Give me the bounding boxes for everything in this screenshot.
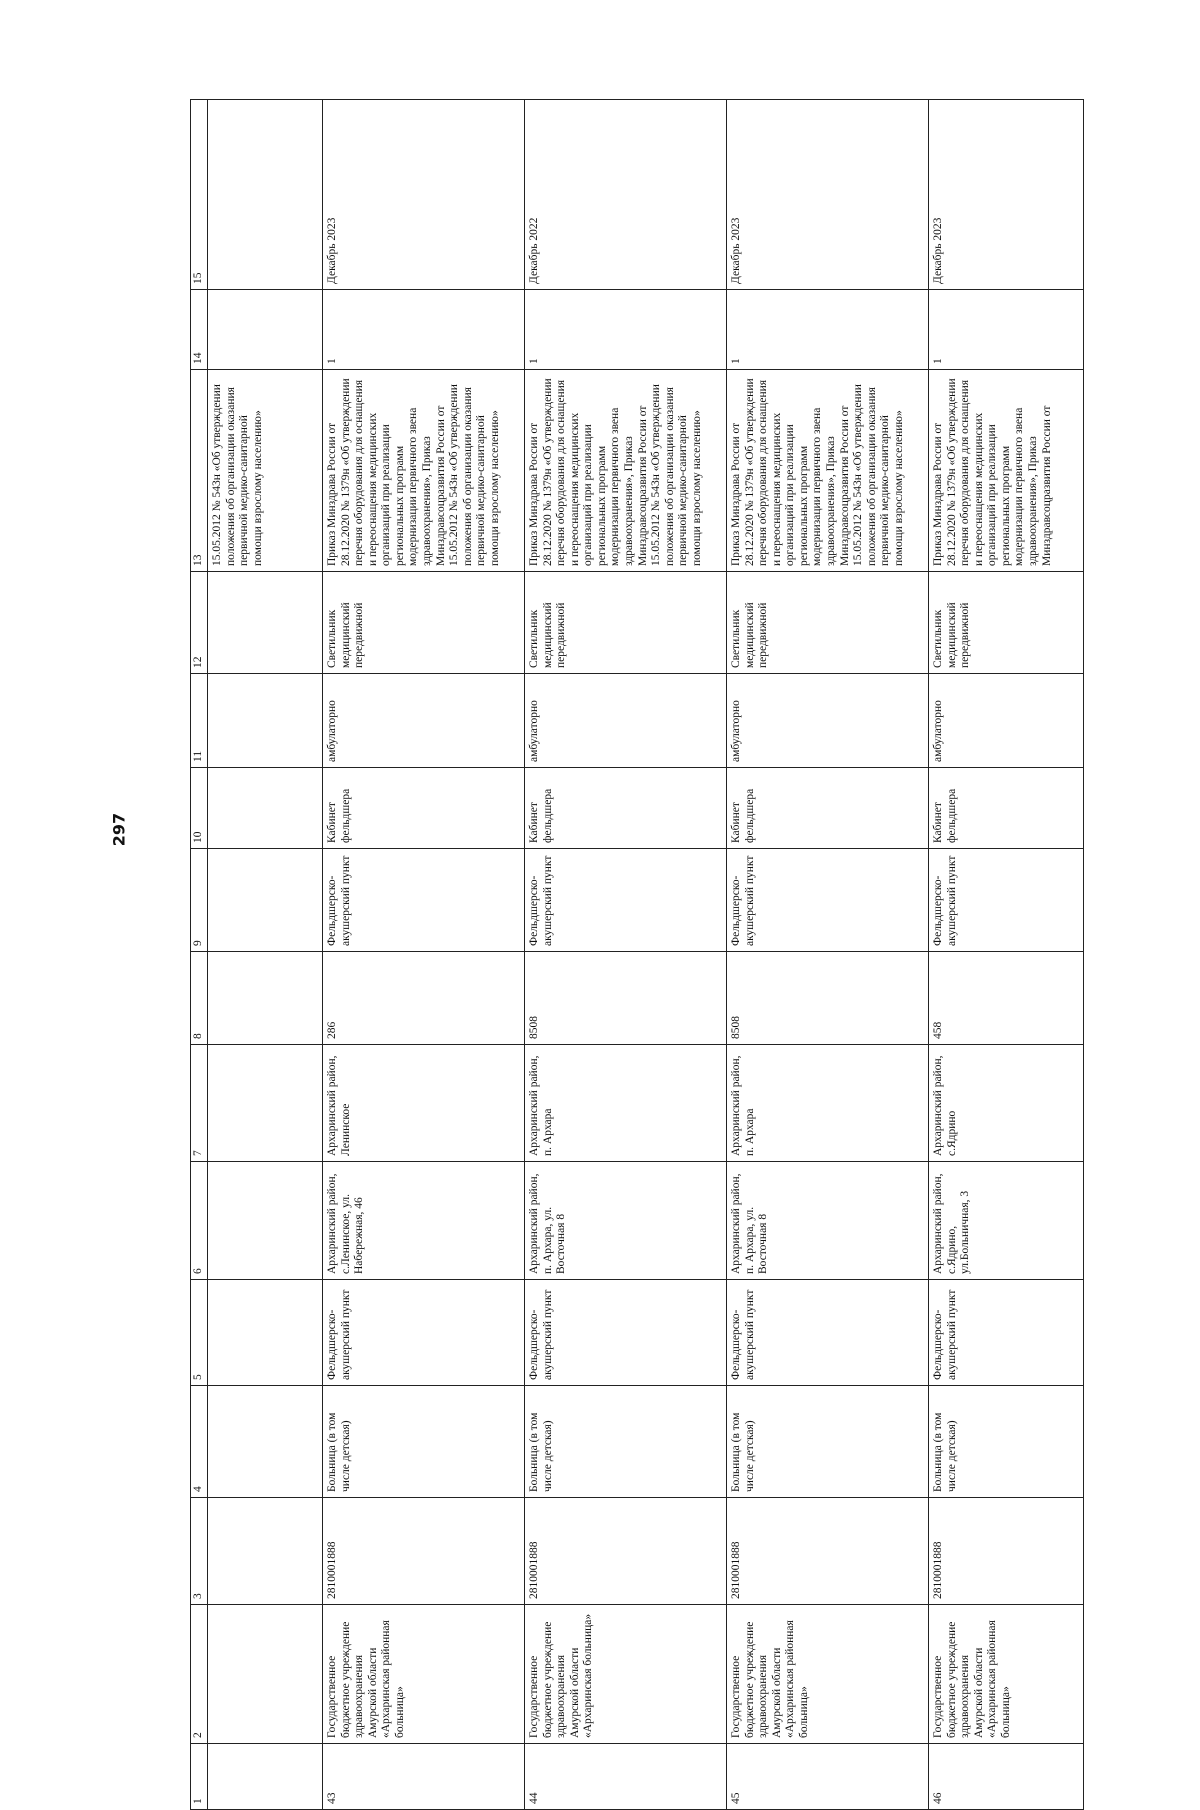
locality-cell: Архаринский район, Ленинское bbox=[323, 1045, 525, 1162]
column-number: 2 bbox=[191, 1605, 208, 1744]
date-cell: Декабрь 2023 bbox=[727, 100, 929, 290]
room-cell: Кабинет фельдшера bbox=[727, 768, 929, 849]
basis-cell: Приказ Минздрава России от 28.12.2020 № 1379н «Об утверждении перечня оборудования для оснащения и переоснащения медицинских организаций при реализации региональных программ модернизации первичного звена здравоохранения», Приказ Минздравсоцразвития России от 15.05.2012 № 543н «Об утверждении положения об организации оказания первичной медико-санитарной помощи взрослому населению» bbox=[727, 370, 929, 572]
population-cell: 8508 bbox=[727, 952, 929, 1045]
population-cell: 286 bbox=[323, 952, 525, 1045]
column-number: 11 bbox=[191, 674, 208, 768]
column-number: 12 bbox=[191, 572, 208, 674]
equipment-cell: Светильник медицинский передвижной bbox=[323, 572, 525, 674]
column-number: 3 bbox=[191, 1498, 208, 1605]
row-number: 46 bbox=[929, 1744, 1084, 1810]
inn-cell: 2810001888 bbox=[525, 1498, 727, 1605]
unit-cell: Фельдшерско-акушерский пункт bbox=[929, 1280, 1084, 1386]
row-number: 43 bbox=[323, 1744, 525, 1810]
organization-cell: Государственное бюджетное учреждение здравоохранения Амурской области «Архаринская районная больница» bbox=[727, 1605, 929, 1744]
org-type-cell: Больница (в том числе детская) bbox=[929, 1386, 1084, 1498]
quantity-cell: 1 bbox=[929, 290, 1084, 370]
address-cell: Архаринский район, п. Архара, ул. Восточная 8 bbox=[525, 1162, 727, 1280]
equipment-cell: Светильник медицинский передвижной bbox=[929, 572, 1084, 674]
unit-cell: Фельдшерско-акушерский пункт bbox=[323, 1280, 525, 1386]
column-number: 9 bbox=[191, 849, 208, 952]
rotated-table-container bbox=[190, 100, 1080, 1810]
equipment-cell: Светильник медицинский передвижной bbox=[525, 572, 727, 674]
column-number: 8 bbox=[191, 952, 208, 1045]
basis-cell: Приказ Минздрава России от 28.12.2020 № 1379н «Об утверждении перечня оборудования для оснащения и переоснащения медицинских организаций при реализации региональных программ модернизации первичного звена здравоохранения», Приказ Минздравсоцразвития России от bbox=[929, 370, 1084, 572]
quantity-cell: 1 bbox=[525, 290, 727, 370]
address-cell: Архаринский район, п. Архара, ул. Восточная 8 bbox=[727, 1162, 929, 1280]
continuation-row bbox=[208, 100, 323, 1810]
organization-cell: Государственное бюджетное учреждение здравоохранения Амурской области «Архаринская районная больница» bbox=[323, 1605, 525, 1744]
condition-cell: амбулаторно bbox=[323, 674, 525, 768]
org-type-cell: Больница (в том числе детская) bbox=[727, 1386, 929, 1498]
page-number: 297 bbox=[109, 812, 129, 847]
inn-cell: 2810001888 bbox=[929, 1498, 1084, 1605]
column-number-header-row bbox=[191, 100, 208, 1810]
column-number: 5 bbox=[191, 1280, 208, 1386]
room-cell: Кабинет фельдшера bbox=[929, 768, 1084, 849]
date-cell: Декабрь 2022 bbox=[525, 100, 727, 290]
condition-cell: амбулаторно bbox=[727, 674, 929, 768]
basis-cell: Приказ Минздрава России от 28.12.2020 № 1379н «Об утверждении перечня оборудования для оснащения и переоснащения медицинских организаций при реализации региональных программ модернизации первичного звена здравоохранения», Приказ Минздравсоцразвития России от 15.05.2012 № 543н «Об утверждении положения об организации оказания первичной медико-санитарной помощи взрослому населению» bbox=[525, 370, 727, 572]
address-cell: Архаринский район, с.Ядрино, ул.Больничная, 3 bbox=[929, 1162, 1084, 1280]
table-row bbox=[323, 100, 525, 1810]
locality-cell: Архаринский район, п. Архара bbox=[727, 1045, 929, 1162]
column-number: 6 bbox=[191, 1162, 208, 1280]
quantity-cell: 1 bbox=[323, 290, 525, 370]
address-cell: Архаринский район, с.Ленинское, ул. Набережная, 46 bbox=[323, 1162, 525, 1280]
table-row bbox=[727, 100, 929, 1810]
organization-cell: Государственное бюджетное учреждение здравоохранения Амурской области «Архаринская больница» bbox=[525, 1605, 727, 1744]
column-number: 13 bbox=[191, 370, 208, 572]
unit-type-cell: Фельдшерско-акушерский пункт bbox=[727, 849, 929, 952]
table-row bbox=[929, 100, 1084, 1810]
equipment-table bbox=[190, 99, 1084, 1810]
column-number: 10 bbox=[191, 768, 208, 849]
row-number: 45 bbox=[727, 1744, 929, 1810]
column-number: 14 bbox=[191, 290, 208, 370]
room-cell: Кабинет фельдшера bbox=[323, 768, 525, 849]
population-cell: 458 bbox=[929, 952, 1084, 1045]
locality-cell: Архаринский район, с.Ядрино bbox=[929, 1045, 1084, 1162]
unit-type-cell: Фельдшерско-акушерский пункт bbox=[323, 849, 525, 952]
column-number: 7 bbox=[191, 1045, 208, 1162]
population-cell: 8508 bbox=[525, 952, 727, 1045]
column-number: 4 bbox=[191, 1386, 208, 1498]
unit-type-cell: Фельдшерско-акушерский пункт bbox=[525, 849, 727, 952]
org-type-cell: Больница (в том числе детская) bbox=[525, 1386, 727, 1498]
date-cell: Декабрь 2023 bbox=[929, 100, 1084, 290]
date-cell: Декабрь 2023 bbox=[323, 100, 525, 290]
quantity-cell: 1 bbox=[727, 290, 929, 370]
table-row bbox=[525, 100, 727, 1810]
unit-cell: Фельдшерско-акушерский пункт bbox=[525, 1280, 727, 1386]
equipment-cell: Светильник медицинский передвижной bbox=[727, 572, 929, 674]
column-number: 15 bbox=[191, 100, 208, 290]
unit-cell: Фельдшерско-акушерский пункт bbox=[727, 1280, 929, 1386]
basis-cell: Приказ Минздрава России от 28.12.2020 № 1379н «Об утверждении перечня оборудования для оснащения и переоснащения медицинских организаций при реализации региональных программ модернизации первичного звена здравоохранения», Приказ Минздравсоцразвития России от 15.05.2012 № 543н «Об утверждении положения об организации оказания первичной медико-санитарной помощи взрослому населению» bbox=[323, 370, 525, 572]
condition-cell: амбулаторно bbox=[929, 674, 1084, 768]
org-type-cell: Больница (в том числе детская) bbox=[323, 1386, 525, 1498]
condition-cell: амбулаторно bbox=[525, 674, 727, 768]
column-number: 1 bbox=[191, 1744, 208, 1810]
inn-cell: 2810001888 bbox=[727, 1498, 929, 1605]
row-number: 44 bbox=[525, 1744, 727, 1810]
inn-cell: 2810001888 bbox=[323, 1498, 525, 1605]
room-cell: Кабинет фельдшера bbox=[525, 768, 727, 849]
locality-cell: Архаринский район, п. Архара bbox=[525, 1045, 727, 1162]
unit-type-cell: Фельдшерско-акушерский пункт bbox=[929, 849, 1084, 952]
organization-cell: Государственное бюджетное учреждение здравоохранения Амурской области «Архаринская районная больница» bbox=[929, 1605, 1084, 1744]
continuation-basis-cell: 15.05.2012 № 543н «Об утверждении положения об организации оказания первичной медико-санитарной помощи взрослому населению» bbox=[208, 370, 323, 572]
